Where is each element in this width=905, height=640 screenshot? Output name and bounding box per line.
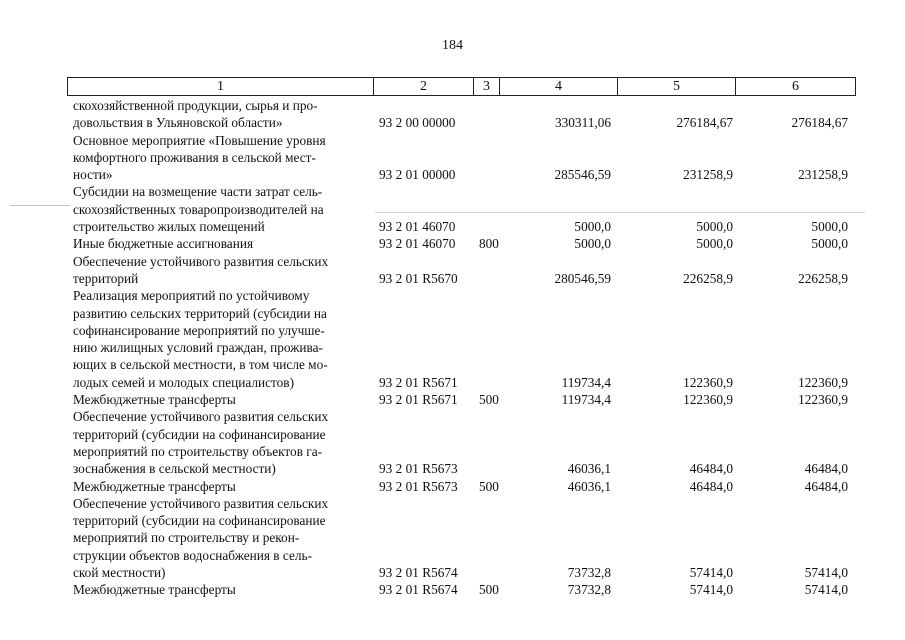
row-name-line: скохозяйственных товаропроизводителей на: [73, 201, 324, 217]
header-col-2: 2: [374, 78, 474, 96]
row-value-col-5: 46484,0: [689, 461, 733, 477]
row-name: [73, 495, 371, 581]
row-value-col-6: 57414,0: [804, 582, 848, 598]
row-value-col-4: 73732,8: [567, 565, 611, 581]
row-name-line: Обеспечение устойчивого развития сельских: [73, 495, 329, 511]
table-row: [0, 287, 905, 391]
row-expense-type: 500: [479, 392, 499, 408]
row-value-col-5: 46484,0: [689, 478, 733, 494]
row-name-line: нию жилищных условий граждан, прожива-: [73, 340, 323, 356]
table-row: [0, 581, 905, 598]
row-name-line: мероприятий по строительству объектов га-: [73, 443, 323, 459]
row-value-col-4: 119734,4: [561, 392, 611, 408]
row-value-col-4: 330311,06: [554, 115, 611, 131]
row-name-line: Обеспечение устойчивого развития сельских: [73, 253, 329, 269]
row-name-line: лодых семей и молодых специалистов): [73, 374, 295, 390]
header-col-3: 3: [474, 78, 500, 96]
row-name-line: строительство жилых помещений: [73, 219, 265, 235]
row-name: [73, 97, 371, 132]
row-value-col-5: 57414,0: [689, 565, 733, 581]
row-name-line: территорий: [73, 270, 139, 286]
header-col-6: 6: [792, 79, 799, 94]
row-code: 93 2 01 R5671: [379, 392, 458, 408]
row-name-line: Субсидии на возмещение части затрат сель-: [73, 184, 323, 200]
header-col-1: 1: [68, 78, 374, 96]
row-name-line: скохозяйственной продукции, сырья и про-: [73, 98, 318, 113]
scan-artifact-line: [375, 212, 865, 213]
row-name-line: мероприятий по строительству и рекон-: [73, 530, 300, 546]
row-code: 93 2 01 R5673: [379, 461, 458, 477]
row-value-col-6: 276184,67: [791, 115, 848, 131]
row-value-col-5: 226258,9: [683, 270, 733, 286]
row-value-col-4: 46036,1: [567, 461, 611, 477]
row-name-line: комфортного проживания в сельской мест-: [73, 149, 316, 165]
header-col-4: 4: [500, 78, 618, 96]
row-expense-type: 800: [479, 236, 499, 252]
header-col-5: 5: [618, 78, 736, 96]
row-value-col-5: 122360,9: [683, 392, 733, 408]
row-value-col-6: 5000,0: [811, 219, 848, 235]
row-name: [73, 408, 371, 477]
row-name-line: развитию сельских территорий (субсидии на: [73, 305, 327, 321]
table-row: [0, 132, 905, 184]
table-row: [0, 253, 905, 288]
row-name-line: зоснабжения в сельской местности): [73, 461, 276, 477]
row-value-col-5: 5000,0: [696, 236, 733, 252]
row-value-col-6: 122360,9: [798, 392, 848, 408]
row-value-col-6: 226258,9: [798, 270, 848, 286]
row-code: 93 2 01 R5670: [379, 270, 458, 286]
row-value-col-6: 231258,9: [798, 167, 848, 183]
row-name-line: ности»: [73, 167, 113, 183]
row-code: 93 2 01 46070: [379, 219, 456, 235]
row-name-line: ющих в сельской местности, в том числе мо-: [73, 357, 328, 373]
row-name-line: струкции объектов водоснабжения в сель-: [73, 547, 312, 563]
row-code: 93 2 01 R5671: [379, 374, 458, 390]
row-name-line: Основное мероприятие «Повышение уровня: [73, 132, 326, 148]
row-value-col-5: 276184,67: [676, 115, 733, 131]
row-name-line: довольствия в Ульяновской области»: [73, 115, 283, 131]
row-code: 93 2 01 46070: [379, 236, 456, 252]
row-name: [73, 478, 371, 495]
row-code: 93 2 01 R5674: [379, 582, 458, 598]
row-name: [73, 235, 371, 252]
row-name: [73, 287, 371, 391]
row-name-line: Реализация мероприятий по устойчивому: [73, 288, 310, 304]
row-name-line: территорий (субсидии на софинансирование: [73, 426, 326, 442]
row-name-line: Межбюджетные трансферты: [73, 392, 236, 408]
row-value-col-4: 73732,8: [567, 582, 611, 598]
row-value-col-4: 280546,59: [554, 270, 611, 286]
table-row: [0, 183, 905, 235]
row-name: [73, 183, 371, 235]
row-value-col-6: 46484,0: [804, 461, 848, 477]
row-value-col-6: 122360,9: [798, 374, 848, 390]
row-expense-type: 500: [479, 582, 499, 598]
row-name-line: территорий (субсидии на софинансирование: [73, 513, 326, 529]
page-number: 184: [442, 38, 463, 53]
row-name-line: ской местности): [73, 565, 166, 581]
row-name: [73, 253, 371, 288]
row-name-line: Иные бюджетные ассигнования: [73, 236, 254, 252]
row-value-col-5: 122360,9: [683, 374, 733, 390]
table-row: [0, 408, 905, 477]
table-row: [0, 478, 905, 495]
scan-artifact-line: [10, 205, 70, 206]
row-name-line: Обеспечение устойчивого развития сельских: [73, 409, 329, 425]
row-value-col-4: 5000,0: [574, 236, 611, 252]
row-name-line: софинансирование мероприятий по улучше-: [73, 322, 325, 338]
row-name: [73, 581, 371, 598]
row-value-col-4: 46036,1: [567, 478, 611, 494]
row-code: 93 2 01 R5673: [379, 478, 458, 494]
table-row: [0, 97, 905, 132]
row-name: [73, 391, 371, 408]
row-value-col-4: 119734,4: [561, 374, 611, 390]
row-value-col-5: 231258,9: [683, 167, 733, 183]
row-name-line: Межбюджетные трансферты: [73, 478, 236, 494]
row-value-col-5: 5000,0: [696, 219, 733, 235]
row-value-col-5: 57414,0: [689, 582, 733, 598]
table-row: [0, 235, 905, 252]
table-header-row: [67, 77, 856, 96]
row-value-col-6: 46484,0: [804, 478, 848, 494]
row-value-col-6: 5000,0: [811, 236, 848, 252]
table-body: [0, 97, 905, 599]
row-code: 93 2 00 00000: [379, 115, 456, 131]
table-row: [0, 495, 905, 581]
row-expense-type: 500: [479, 478, 499, 494]
row-code: 93 2 01 00000: [379, 167, 456, 183]
row-value-col-6: 57414,0: [804, 565, 848, 581]
row-code: 93 2 01 R5674: [379, 565, 458, 581]
row-name-line: Межбюджетные трансферты: [73, 582, 236, 598]
table-row: [0, 391, 905, 408]
row-value-col-4: 285546,59: [554, 167, 611, 183]
row-name: [73, 132, 371, 184]
row-value-col-4: 5000,0: [574, 219, 611, 235]
